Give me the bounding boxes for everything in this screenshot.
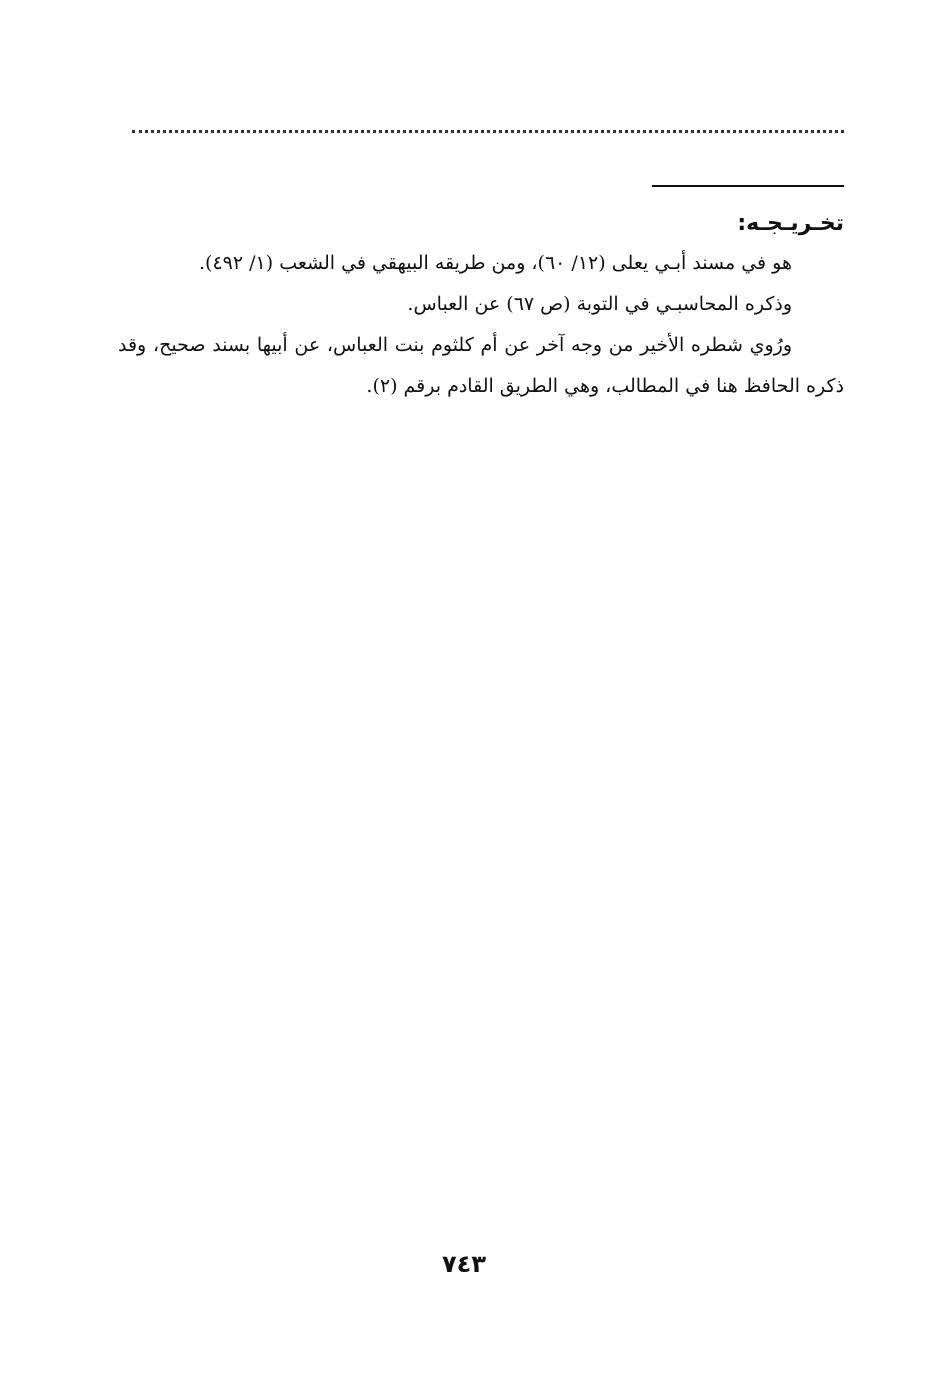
paragraph-3: ورُوي شطره الأخير من وجه آخر عن أم كلثوم بنت العباس، عن أبيها بسند صحيح، وقد ذكره الحافظ هنا في المطالب، وهي الطريق القادم برقم (٢). <box>118 334 844 397</box>
section-heading: تخـريـجـه: <box>737 211 844 236</box>
paragraph-2: وذكره المحاسبـي في التوبة (ص ٦٧) عن العباس. <box>407 293 792 315</box>
footnote-separator-line <box>652 185 844 187</box>
paragraph-1: هو في مسند أبـي يعلى (١٢/ ٦٠)، ومن طريقه البيهقي في الشعب (١/ ٤٩٢). <box>199 252 792 274</box>
page-number: ٧٤٣ <box>442 1250 486 1278</box>
takhrij-section <box>118 205 844 407</box>
dotted-separator <box>132 130 844 133</box>
